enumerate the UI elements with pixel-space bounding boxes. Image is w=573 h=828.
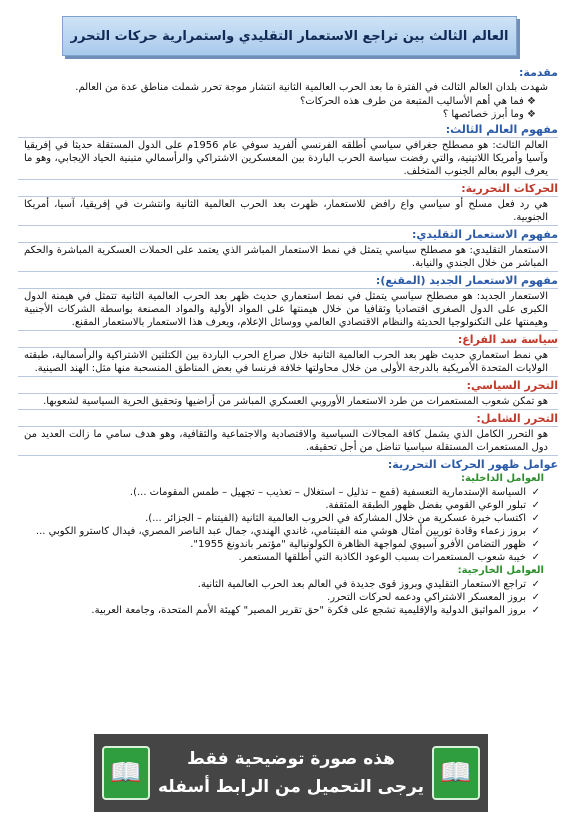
list-item: ✓ تبلور الوعي القومي بفضل ظهور الطبقة المثقفة. bbox=[18, 499, 540, 512]
external-factors-list bbox=[18, 578, 558, 617]
section-heading: مفهوم الاستعمار الجديد (المقنع): bbox=[375, 274, 558, 287]
section-text: العالم الثالث: هو مصطلح جغرافي سياسي أطلقه الفرنسي ألفريد سوفي عام 1956م على الدول المستقلة حديثا في إفريقيا وآسيا وأمريكا اللاتينية، والتي رفضت سياسة الحرب الباردة بين المعسكرين الاشتراكي والرأسمالي متبنية الحياد الإيجابي، وهو ما يعرف اليوم بعالم الجنوب المتخلف. bbox=[18, 137, 558, 180]
question-item: ❖ وما أبرز خصائصها ؟ bbox=[18, 108, 536, 121]
section-heading: التحرر الشامل: bbox=[476, 412, 558, 425]
section-traditional-colonialism bbox=[18, 228, 558, 272]
book-icon: 📖 bbox=[102, 746, 150, 800]
list-item: ✓ تراجع الاستعمار التقليدي وبروز قوى جديدة في العالم بعد الحرب العالمية الثانية. bbox=[18, 578, 540, 591]
section-text: هي نمط استعماري حديث ظهر بعد الحرب العالمية الثانية خلال صراع الحرب الباردة بين الكتلتين الاشتراكية والرأسمالية، طبقته الولايات المتحدة الأمريكية بالدرجة الأولى من خلال محاولتها خلافة فرنسا في بعض المناطق المنسحبة منها مثل: الهند الصينية. bbox=[18, 347, 558, 377]
list-item: ✓ اكتساب خبرة عسكرية من خلال المشاركة في الحروب العالمية الثانية (الفيتنام – الجزائر ...). bbox=[18, 512, 540, 525]
banner-line-2: يرجى التحميل من الرابط أسفله bbox=[157, 777, 425, 797]
section-heading: سياسة سد الفراغ: bbox=[457, 333, 558, 346]
list-item: ✓ خيبة شعوب المستعمرات بسبب الوعود الكاذبة التي أطلقها المستعمر. bbox=[18, 551, 540, 564]
section-intro bbox=[18, 66, 558, 121]
download-banner[interactable] bbox=[94, 734, 488, 812]
section-text: هي رد فعل مسلح أو سياسي واع رافض للاستعمار، ظهرت بعد الحرب العالمية الثانية وانتشرت في إفريقيا، آسيا، أمريكا الجنوبية. bbox=[18, 196, 558, 226]
section-text: شهدت بلدان العالم الثالث في الفترة ما بعد الحرب العالمية الثانية انتشار موجة تحرر شملت مناطق عدة من العالم. bbox=[75, 82, 548, 93]
section-heading: التحرر السياسي: bbox=[466, 379, 558, 392]
section-total-liberation bbox=[18, 412, 558, 456]
section-heading: عوامل ظهور الحركات التحررية: bbox=[387, 458, 558, 471]
question-list bbox=[18, 95, 558, 121]
document-body bbox=[18, 66, 558, 788]
page-title: العالم الثالث بين تراجع الاستعمار التقليدي واستمرارية حركات التحرر bbox=[70, 28, 509, 44]
section-heading: مفهوم الاستعمار التقليدي: bbox=[411, 228, 558, 241]
section-text: الاستعمار الجديد: هو مصطلح سياسي يتمثل في نمط استعماري حديث ظهر بعد الحرب العالمية الثانية تتمثل في هيمنة الدول الكبرى على الدول الصغرى اقتصاديا وثقافيا من خلال هيمنتها على المواد الأولية والمواد المصنعة بواسطة الشركات الأجنبية وهيمنتها على التكنولوجيا الحديثة والنظام الاقتصادي العالمي ووسائل الإعلام، ويعرف هذا الاستعمار بالاستعمار المقنع. bbox=[18, 288, 558, 331]
page-title-box bbox=[62, 16, 517, 56]
subsection-heading-external: العوامل الخارجية: bbox=[457, 565, 544, 576]
section-heading: الحركات التحررية: bbox=[461, 182, 558, 195]
list-item: ✓ بروز زعماء وقادة ثوريين أمثال هوشي منه الفيتنامي، غاندي الهندي، جمال عبد الناصر المصري، فيدال كاسترو الكوبي ... bbox=[18, 525, 540, 538]
section-text: هو تمكن شعوب المستعمرات من طرد الاستعمار الأوروبي العسكري المباشر من أراضيها وتحقيق الحرية السياسية لشعوبها. bbox=[18, 393, 558, 410]
list-item: ✓ بروز المعسكر الاشتراكي ودعمه لحركات التحرر. bbox=[18, 591, 540, 604]
banner-line-1: هذه صورة توضيحية فقط bbox=[187, 749, 395, 769]
section-emergence-factors bbox=[18, 458, 558, 617]
internal-factors-list bbox=[18, 486, 558, 564]
list-item: ✓ السياسة الإستدمارية التعسفية (قمع – تذليل – استغلال – تعذيب – تجهيل – طمس المقومات ...). bbox=[18, 486, 540, 499]
section-heading: مقدمة: bbox=[519, 66, 558, 79]
section-text: هو التحرر الكامل الذي يشمل كافة المجالات السياسية والاقتصادية والاجتماعية والثقافية، وهو هدف سامي ما زالت العديد من دول المستعمرات المستقلة سياسيا تناضل من أجل تحقيقه. bbox=[18, 426, 558, 456]
book-icon: 📖 bbox=[432, 746, 480, 800]
section-text: الاستعمار التقليدي: هو مصطلح سياسي يتمثل في نمط الاستعمار المباشر الذي يعتمد على الحملات العسكرية المباشرة والحكم المباشر من خلال الجندي والنيابة. bbox=[18, 242, 558, 272]
section-liberation-movements bbox=[18, 182, 558, 226]
section-political-liberation bbox=[18, 379, 558, 410]
section-third-world bbox=[18, 123, 558, 180]
question-item: ❖ فما هي أهم الأساليب المتبعة من طرف هذه الحركات؟ bbox=[18, 95, 536, 108]
section-new-colonialism bbox=[18, 274, 558, 331]
subsection-heading-internal: العوامل الداخلية: bbox=[461, 473, 544, 484]
section-heading: مفهوم العالم الثالث: bbox=[445, 123, 558, 136]
section-vacuum-policy bbox=[18, 333, 558, 377]
list-item: ✓ ظهور التضامن الأفرو آسيوي لمواجهة الظاهرة الكولونيالية "مؤتمر باندونغ 1955". bbox=[18, 538, 540, 551]
list-item: ✓ بروز المواثيق الدولية والإقليمية تشجع على فكرة "حق تقرير المصير" كهيئة الأمم المتحدة، وجامعة العربية. bbox=[18, 604, 540, 617]
